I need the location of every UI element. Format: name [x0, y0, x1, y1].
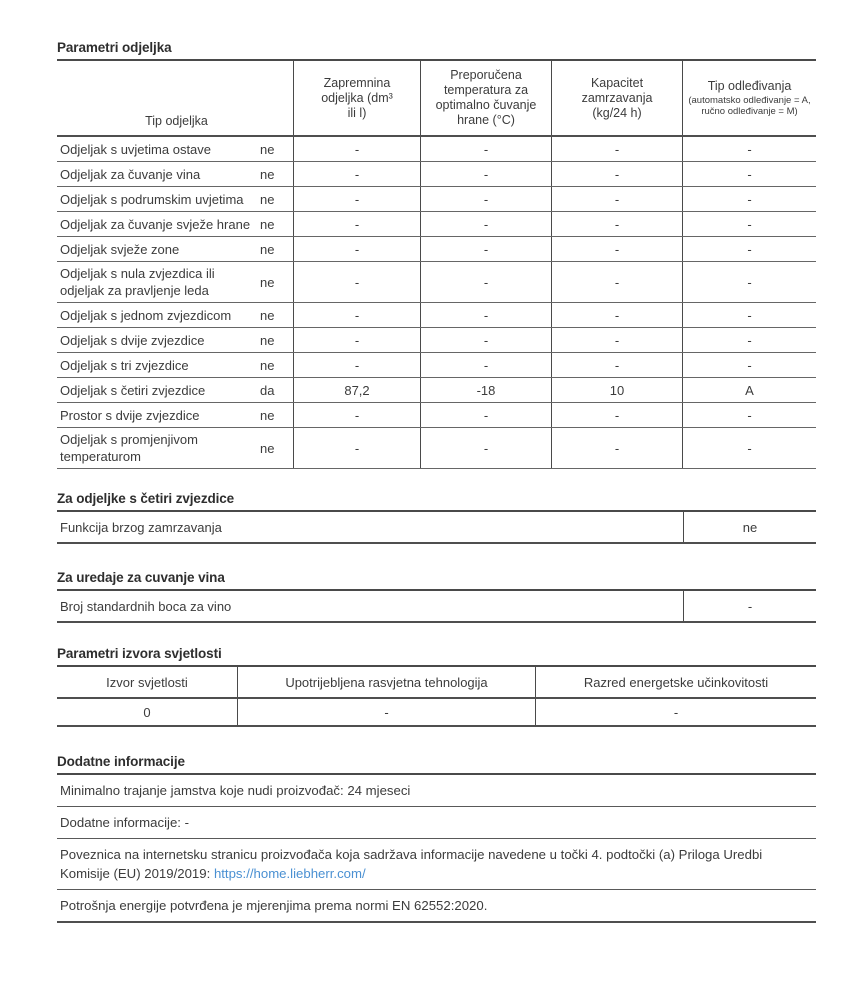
volume-value: -	[293, 187, 420, 211]
compartments-table	[57, 61, 816, 469]
four-star-row	[57, 512, 816, 544]
volume-value: -	[293, 303, 420, 327]
defrost-value: -	[682, 353, 816, 377]
temperature-value: -	[420, 403, 551, 427]
capacity-value: -	[551, 303, 682, 327]
table-row	[57, 187, 816, 212]
volume-value: -	[293, 162, 420, 186]
defrost-value: -	[682, 212, 816, 236]
section-title-four-star: Za odjeljke s četiri zvjezdice	[57, 491, 816, 512]
section-title-compartments: Parametri odjeljka	[57, 40, 816, 61]
capacity-value: -	[551, 162, 682, 186]
compartments-header-row	[57, 61, 816, 137]
light-source-value: 0	[143, 704, 151, 720]
compartment-present: ne	[260, 241, 275, 257]
capacity-value: -	[551, 262, 682, 302]
compartment-present: ne	[260, 407, 275, 423]
table-row	[57, 328, 816, 353]
defrost-value: -	[682, 262, 816, 302]
compartment-label: Odjeljak za čuvanje vina	[60, 166, 201, 182]
table-row	[57, 137, 816, 162]
section-title-additional: Dodatne informacije	[57, 754, 816, 775]
volume-value: 87,2	[293, 378, 420, 402]
compartment-present: ne	[260, 357, 275, 373]
volume-value: -	[293, 428, 420, 468]
compartment-present: ne	[260, 216, 275, 232]
header-defrost-note: (automatsko odleđivanje = A, ručno odleđivanje = M)	[688, 94, 811, 117]
defrost-value: -	[682, 428, 816, 468]
info-row-additional: Dodatne informacije: -	[57, 807, 816, 839]
volume-value: -	[293, 262, 420, 302]
capacity-value: -	[551, 428, 682, 468]
temperature-value: -	[420, 428, 551, 468]
header-type-label: Tip odjeljka	[145, 114, 208, 128]
defrost-value: A	[682, 378, 816, 402]
spacer	[57, 623, 816, 646]
section-compartment-parameters	[57, 40, 816, 469]
compartment-label: Odjeljak svježe zone	[60, 241, 180, 257]
compartment-label: Odjeljak s uvjetima ostave	[60, 141, 212, 157]
manufacturer-website-link[interactable]: https://home.liebherr.com/	[213, 866, 366, 881]
table-row	[57, 212, 816, 237]
fast-freeze-value: ne	[683, 512, 816, 542]
header-volume-label: Zapremnina odjeljka (dm³ ili l)	[321, 75, 393, 120]
defrost-value: -	[682, 237, 816, 261]
additional-info-list	[57, 775, 816, 923]
capacity-value: -	[551, 212, 682, 236]
compartment-present: ne	[260, 166, 275, 182]
capacity-value: -	[551, 237, 682, 261]
compartment-label: Odjeljak s podrumskim uvjetima	[60, 191, 244, 207]
link-row-text: Poveznica na internetsku stranicu proizvođača koja sadržava informacije navedene u točki 4. podtočki (a) Priloga Uredbi Komisije (EU) 2019/2019:	[60, 847, 763, 881]
compartment-label: Odjeljak s nula zvjezdica ili odjeljak za pravljenje leda	[60, 266, 215, 298]
table-row	[57, 403, 816, 428]
defrost-value: -	[682, 137, 816, 161]
temperature-value: -18	[420, 378, 551, 402]
table-row	[57, 428, 816, 469]
header-capacity-label: Kapacitet zamrzavanja (kg/24 h)	[581, 75, 653, 120]
header-defrost-label: Tip odleđivanja	[707, 78, 792, 93]
header-cell-volume	[293, 61, 420, 135]
table-row	[57, 162, 816, 187]
compartment-label: Odjeljak s tri zvjezdice	[60, 357, 189, 373]
compartment-label: Odjeljak s dvije zvjezdice	[60, 332, 205, 348]
temperature-value: -	[420, 303, 551, 327]
compartment-present: ne	[260, 440, 275, 456]
header-cell-temperature	[420, 61, 551, 135]
volume-value: -	[293, 403, 420, 427]
temperature-value: -	[420, 187, 551, 211]
temperature-value: -	[420, 262, 551, 302]
light-efficiency-value: -	[535, 699, 816, 725]
light-data-row	[57, 699, 816, 727]
spacer	[57, 469, 816, 491]
fast-freeze-label: Funkcija brzog zamrzavanja	[60, 519, 222, 535]
compartment-label: Prostor s dvije zvjezdice	[60, 407, 200, 423]
light-header-row	[57, 667, 816, 699]
capacity-value: -	[551, 328, 682, 352]
capacity-value: -	[551, 403, 682, 427]
defrost-value: -	[682, 403, 816, 427]
temperature-value: -	[420, 137, 551, 161]
light-header-source: Izvor svjetlosti	[106, 674, 188, 690]
section-title-wine: Za uredaje za cuvanje vina	[57, 570, 816, 591]
section-additional-info	[57, 754, 816, 923]
fiche-content	[57, 40, 816, 923]
light-header-technology: Upotrijebljena rasvjetna tehnologija	[237, 667, 535, 697]
light-source-table	[57, 667, 816, 727]
wine-row	[57, 591, 816, 623]
temperature-value: -	[420, 237, 551, 261]
defrost-value: -	[682, 328, 816, 352]
info-row-link	[57, 839, 816, 890]
compartment-present: ne	[260, 274, 275, 290]
compartment-label: Odjeljak s promjenjivom temperaturom	[60, 432, 198, 464]
temperature-value: -	[420, 353, 551, 377]
header-cell-capacity	[551, 61, 682, 135]
table-row	[57, 262, 816, 303]
volume-value: -	[293, 328, 420, 352]
table-row	[57, 303, 816, 328]
header-temperature-label: Preporučena temperatura za optimalno čuvanje hrane (°C)	[435, 68, 537, 127]
compartment-present: ne	[260, 191, 275, 207]
compartment-label: Odjeljak s četiri zvjezdice	[60, 382, 206, 398]
capacity-value: -	[551, 353, 682, 377]
section-title-light: Parametri izvora svjetlosti	[57, 646, 816, 667]
light-technology-value: -	[237, 699, 535, 725]
table-row	[57, 353, 816, 378]
spacer	[57, 727, 816, 754]
capacity-value: 10	[551, 378, 682, 402]
wine-bottles-label: Broj standardnih boca za vino	[60, 598, 232, 614]
temperature-value: -	[420, 212, 551, 236]
compartment-present: da	[260, 382, 275, 398]
compartment-present: ne	[260, 141, 275, 157]
section-four-star	[57, 491, 816, 544]
table-row-four-star	[57, 378, 816, 403]
volume-value: -	[293, 237, 420, 261]
volume-value: -	[293, 212, 420, 236]
header-cell-defrost	[682, 61, 816, 135]
volume-value: -	[293, 353, 420, 377]
spacer	[57, 544, 816, 570]
defrost-value: -	[682, 303, 816, 327]
compartment-label: Odjeljak s jednom zvjezdicom	[60, 307, 232, 323]
temperature-value: -	[420, 328, 551, 352]
section-light-source	[57, 646, 816, 727]
compartment-present: ne	[260, 307, 275, 323]
info-row-energy-norm: Potrošnja energije potvrđena je mjerenjima prema normi EN 62552:2020.	[57, 890, 816, 923]
table-row	[57, 237, 816, 262]
temperature-value: -	[420, 162, 551, 186]
defrost-value: -	[682, 162, 816, 186]
header-cell-type	[57, 61, 293, 135]
wine-bottles-value: -	[683, 591, 816, 621]
capacity-value: -	[551, 187, 682, 211]
light-header-efficiency: Razred energetske učinkovitosti	[535, 667, 816, 697]
compartment-present: ne	[260, 332, 275, 348]
info-row-warranty: Minimalno trajanje jamstva koje nudi proizvođač: 24 mjeseci	[57, 775, 816, 807]
capacity-value: -	[551, 137, 682, 161]
volume-value: -	[293, 137, 420, 161]
compartment-label: Odjeljak za čuvanje svježe hrane	[60, 216, 251, 232]
section-wine	[57, 570, 816, 623]
defrost-value: -	[682, 187, 816, 211]
